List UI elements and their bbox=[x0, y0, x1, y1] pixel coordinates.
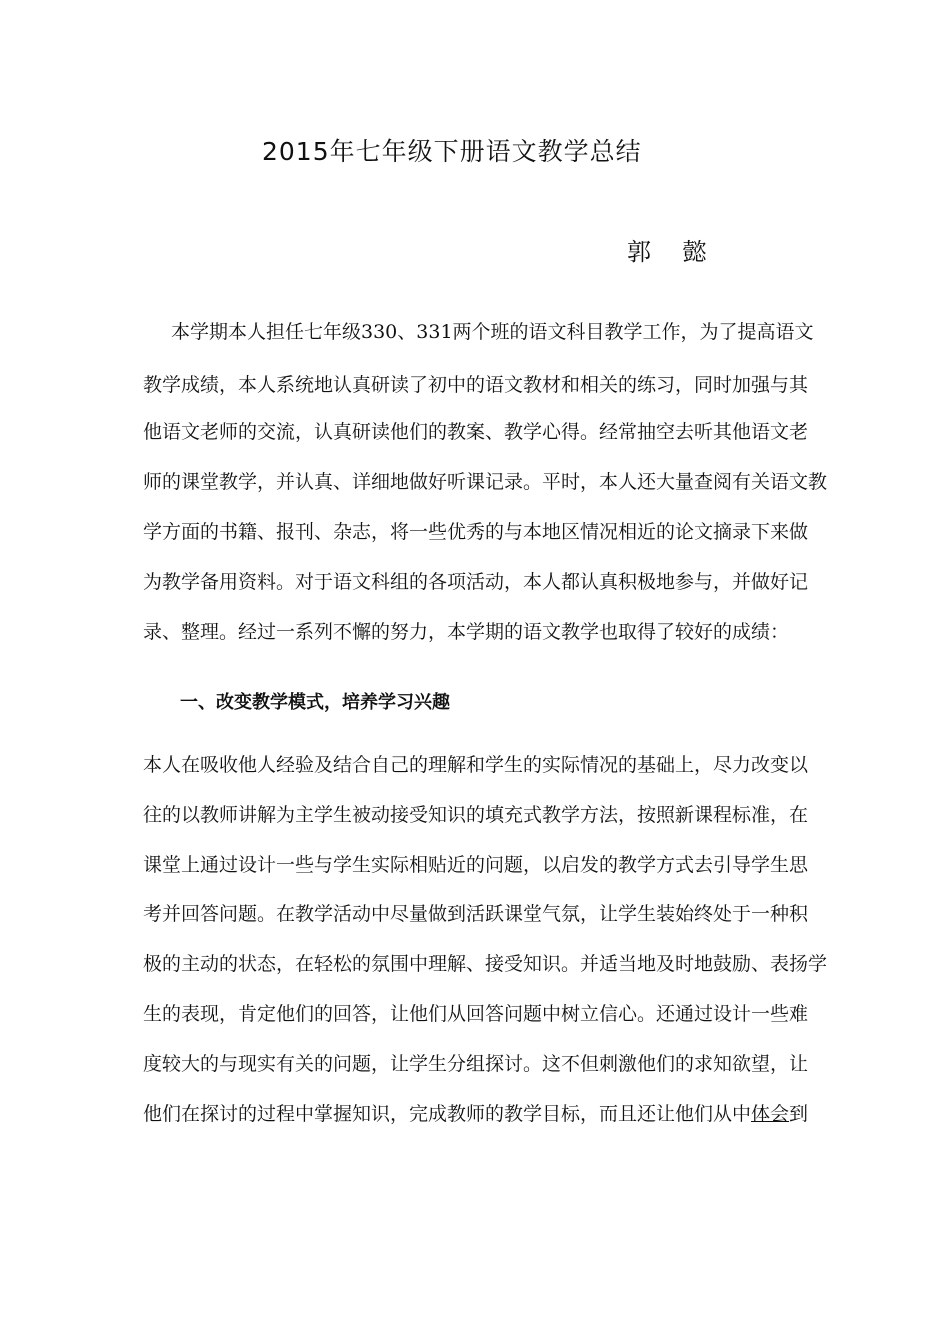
author-name: 郭 懿 bbox=[627, 238, 719, 266]
section-line: 生的表现，肯定他们的回答，让他们从回答问题中树立信心。还通过设计一些难 bbox=[143, 1003, 809, 1025]
section-line: 往的以教师讲解为主学生被动接受知识的填充式教学方法，按照新课程标准，在 bbox=[143, 804, 809, 826]
intro-line: 他语文老师的交流，认真研读他们的教案、教学心得。经常抽空去听其他语文老 bbox=[143, 421, 809, 443]
section-line: 度较大的与现实有关的问题，让学生分组探讨。这不但刺激他们的求知欲望，让 bbox=[143, 1053, 809, 1075]
intro-line: 本学期本人担任七年级330、331两个班的语文科目教学工作，为了提高语文 bbox=[171, 321, 814, 343]
section-last-line bbox=[143, 1102, 807, 1126]
intro-line: 师的课堂教学，并认真、详细地做好听课记录。平时，本人还大量查阅有关语文教 bbox=[143, 471, 828, 493]
section-line: 考并回答问题。在教学活动中尽量做到活跃课堂气氛，让学生装始终处于一种积 bbox=[143, 903, 809, 925]
intro-line: 为教学备用资料。对于语文科组的各项活动，本人都认真积极地参与，并做好记 bbox=[143, 571, 809, 593]
intro-line: 录、整理。经过一系列不懈的努力，本学期的语文教学也取得了较好的成绩： bbox=[143, 621, 790, 643]
section-last-line-text: 他们在探讨的过程中掌握知识，完成教师的教学目标，而且还让他们从中 bbox=[143, 1103, 752, 1125]
section-line: 本人在吸收他人经验及结合自己的理解和学生的实际情况的基础上，尽力改变以 bbox=[143, 754, 809, 776]
section-last-line-tail: 到 bbox=[789, 1103, 809, 1125]
section-line: 极的主动的状态，在轻松的氛围中理解、接受知识。并适当地及时地鼓励、表扬学 bbox=[143, 953, 828, 975]
underlined-word: 体会 bbox=[751, 1103, 790, 1125]
document-title: 2015年七年级下册语文教学总结 bbox=[262, 137, 642, 166]
section-line: 课堂上通过设计一些与学生实际相贴近的问题，以启发的教学方式去引导学生思 bbox=[143, 854, 809, 876]
section-heading: 一、改变教学模式，培养学习兴趣 bbox=[180, 692, 450, 713]
intro-line: 学方面的书籍、报刊、杂志，将一些优秀的与本地区情况相近的论文摘录下来做 bbox=[143, 521, 809, 543]
intro-line: 教学成绩，本人系统地认真研读了初中的语文教材和相关的练习，同时加强与其 bbox=[143, 374, 809, 396]
